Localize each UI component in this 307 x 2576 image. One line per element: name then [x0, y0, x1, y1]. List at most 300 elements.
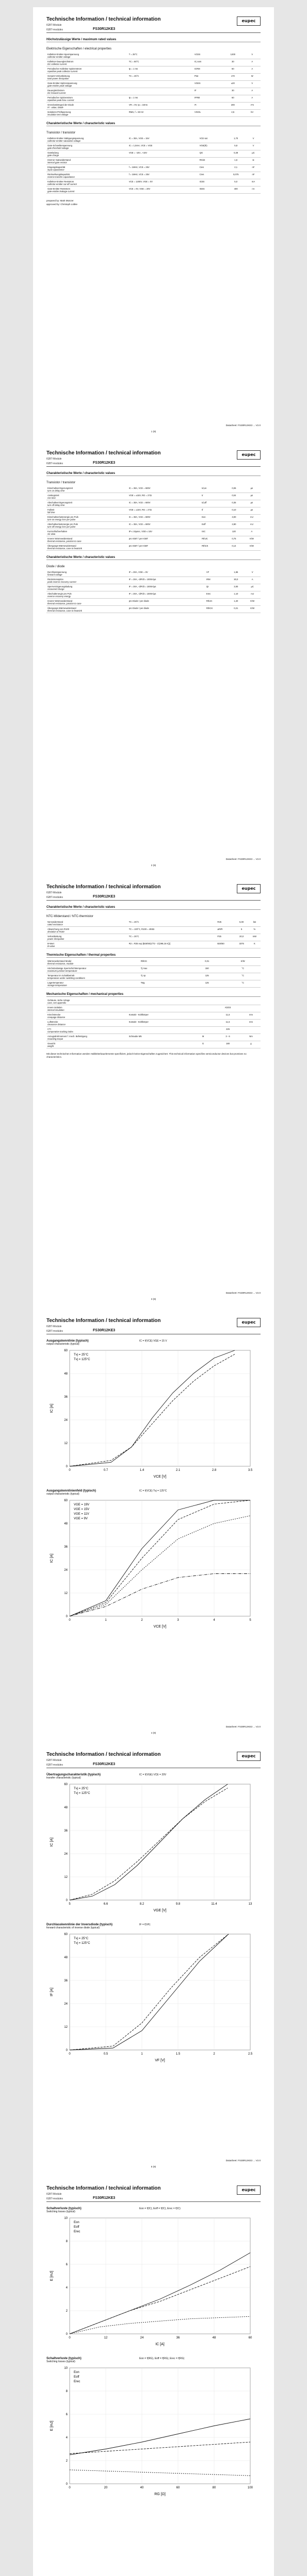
symbol-cell: Tstg [140, 980, 189, 988]
cond-cell: TC = 100°C, R100 = 493Ω [128, 927, 217, 934]
unit-cell: mJ [244, 591, 261, 599]
module-label: IGBT-Module [46, 1759, 62, 1762]
param-name: Anstiegszeit rise time [46, 493, 128, 500]
series-line [70, 2316, 250, 2334]
unit-cell: kV [244, 110, 261, 117]
x-tick-label: 0 [69, 1619, 71, 1622]
value-cell: 400 [225, 187, 246, 194]
x-tick-label: 1 [105, 1619, 107, 1622]
param-name: Nennwiderstand rated resistance [46, 920, 128, 927]
module-label: IGBT-Module [46, 457, 62, 461]
table-row [46, 136, 261, 143]
y-tick-label: 12 [64, 1592, 68, 1595]
cond-cell: TC = 80°C [128, 59, 193, 66]
unit-cell: A [243, 529, 261, 536]
chart-condition: IF = f(VF) [139, 1923, 151, 1926]
cond-cell: pro Diode / per diode [128, 599, 205, 606]
series-line [70, 1350, 235, 1466]
y-tick-label: 10 [64, 2217, 68, 2220]
series-line [70, 2470, 250, 2476]
symbol-cell: Eoff [201, 522, 225, 529]
page-footer [46, 1725, 261, 1734]
y-axis-label: IC [A] [50, 1403, 54, 1413]
table-row [46, 577, 261, 584]
param-name: Kollektor-Emitter Reststrom collector-emitter cut-off current [46, 179, 128, 187]
eupec-logo: eupec [237, 1318, 261, 1327]
param-name: Kollektor-Emitter-Sperrspannung collector-emitter voltage [46, 52, 128, 59]
value-cell: 60 [222, 66, 244, 74]
table-row [46, 1020, 261, 1027]
x-tick-label: 5 [249, 1619, 251, 1622]
value-cell: 3375 [235, 941, 249, 948]
table-row [46, 522, 261, 529]
symbol-cell: B25/50 [216, 941, 234, 948]
cond-cell: IC = 30A, VCE = 600V [128, 515, 201, 522]
cond-cell: IF = 30A, VGE = 0V [128, 570, 205, 577]
chart-title: Schaltverluste (typisch) [46, 2357, 82, 2360]
symbol-cell: RthCK [205, 606, 228, 613]
x-tick-label: 1.4 [139, 1469, 144, 1472]
symbol-cell [201, 1027, 214, 1034]
cond-cell: Kontakt - Kühlkörper [128, 1012, 201, 1020]
param-name: Übergangs-Wärmewiderstand thermal resistance, case to heatsink [46, 606, 128, 613]
chart-condition: IC = f(VCE) Tvj = 125°C [139, 1489, 167, 1493]
x-tick-label: 13 [248, 1903, 252, 1906]
unit-cell: °C [225, 973, 261, 980]
cond-cell [128, 973, 140, 980]
value-cell: 120 [225, 529, 243, 536]
chart-title: Durchlasskennlinie der Inversdiode (typisch) [46, 1923, 113, 1926]
param-name: Temperatur im Schaltbetrieb temperature under switching conditions [46, 973, 128, 980]
value-cell: 225 [214, 1027, 241, 1034]
y-tick-label: 60 [64, 1499, 68, 1502]
table-row [46, 179, 261, 187]
cond-cell: TC = 25°C [128, 920, 217, 927]
x-tick-label: 20 [104, 2486, 108, 2489]
value-cell: 5 [235, 927, 249, 934]
symbol-cell: Cres [199, 172, 226, 179]
page-header [46, 1318, 261, 1334]
symbol-cell: ICES [199, 179, 226, 187]
module-label-en: IGBT-modules [46, 462, 63, 465]
chart-title: Schaltverluste (typisch) [46, 2207, 82, 2210]
param-name: Gate-Emitter Reststrom gate-emitter leakage current [46, 187, 128, 194]
page-number: 1 (9) [151, 430, 156, 433]
char-table [46, 486, 261, 551]
page-6 [33, 2176, 274, 2576]
unit-cell: µs [243, 493, 261, 500]
x-tick-label: 0 [69, 1469, 71, 1472]
part-number: FS30R12KE3 [93, 461, 116, 465]
unit-cell: mJ [243, 515, 261, 522]
param-name: Dauergleichstrom DC forward current [46, 88, 128, 95]
x-axis-label: VCE [V] [153, 1475, 167, 1479]
chart-subtitle: output characteristic (typical) [46, 1493, 79, 1496]
unit-cell: mW [249, 934, 261, 941]
y-axis-label: IC [A] [50, 1837, 54, 1847]
table-row [46, 507, 261, 515]
value-cell: 2,5 [222, 110, 244, 117]
series-line [70, 1788, 228, 1901]
legend-entry: Eoff [74, 2376, 79, 2379]
legend-entry: Tvj = 25°C [74, 1787, 89, 1790]
doc-title: Technische Information / technical information [46, 450, 161, 456]
unit-cell: mA [246, 179, 261, 187]
symbol-cell: Qr [205, 584, 228, 591]
chart-condition: Eon = f(RG), Eoff = f(RG), Erec = f(RG) [139, 2357, 185, 2360]
param-name: Wärmewiderstand Modul thermal resistance, module [46, 959, 128, 966]
table-row [46, 493, 261, 500]
value-cell: 60 [222, 95, 244, 103]
cond-cell [128, 966, 140, 973]
cond-cell [128, 158, 199, 165]
series-line [70, 1516, 250, 1616]
series-line [70, 2267, 250, 2334]
doc-title: Technische Information / technical information [46, 1318, 161, 1324]
cond-cell: tp = 1 ms [128, 66, 193, 74]
section-title: Charakteristische Werte / characteristic values [46, 472, 261, 476]
value-cell: 3 - 6 [214, 1034, 241, 1041]
unit-cell: V [244, 81, 261, 88]
chart-title: Ausgangskennlinie (typisch) [46, 1340, 89, 1343]
doc-title: Technische Information / technical information [46, 1752, 161, 1757]
module-label-en: IGBT-modules [46, 2197, 63, 2200]
y-tick-label: 24 [64, 2003, 68, 2006]
plot-frame [70, 2368, 250, 2484]
cond-cell: IC = 30A, VCE = 600V [128, 522, 201, 529]
symbol-cell: VGES [193, 81, 222, 88]
y-tick-label: 24 [64, 1419, 68, 1422]
y-tick-label: 36 [64, 1546, 68, 1549]
part-number: FS30R12KE3 [93, 1329, 116, 1332]
ratings-table [46, 52, 261, 117]
cond-cell [128, 959, 140, 966]
param-name: Übergangs-Wärmewiderstand thermal resistance, case to heatsink [46, 544, 128, 551]
table-row [46, 59, 261, 66]
unit-cell: mm [241, 1012, 261, 1020]
chart-svg [46, 2210, 261, 2349]
unit-cell [241, 998, 261, 1005]
module-label-en: IGBT-modules [46, 28, 63, 31]
part-number: FS30R12KE3 [93, 27, 116, 31]
table-row [46, 959, 261, 966]
value-cell: 1,10 [228, 591, 244, 599]
value-cell: 0,14 [225, 544, 243, 551]
cond-cell: T = 25°C [128, 52, 193, 59]
y-tick-label: 36 [64, 1979, 68, 1982]
table-row [46, 570, 261, 577]
module-label: IGBT-Module [46, 24, 62, 27]
table-row [46, 584, 261, 591]
param-name: Gate-Emitter-Spitzenspannung gate-emitter peak voltage [46, 81, 128, 88]
chart-subtitle: transfer characteristic (typical) [46, 1776, 81, 1780]
param-name: Innerer Wärmewiderstand thermal resistance, junction to case [46, 599, 128, 606]
table-row [46, 980, 261, 988]
unit-cell: K/W [244, 599, 261, 606]
param-name: Einschaltverzögerungszeit turn on delay time [46, 486, 128, 493]
chart-svg [46, 2360, 261, 2499]
param-name: Abschaltverzögerungszeit turn off delay time [46, 500, 128, 507]
table-row [46, 1005, 261, 1012]
value-cell [214, 998, 241, 1005]
chart-svg [46, 1343, 261, 1482]
param-name: Verlustleistung power dissipation [46, 934, 128, 941]
cond-cell: IF = 30A, -diF/dt = 1000A/µs [128, 584, 205, 591]
unit-cell [241, 1005, 261, 1012]
x-tick-label: 0 [69, 2486, 71, 2489]
y-tick-label: 36 [64, 1396, 68, 1399]
x-tick-label: 9.8 [175, 1903, 181, 1906]
cond-cell: TC = 25°C [128, 934, 217, 941]
legend-entry: VGE = 9V [74, 1517, 88, 1520]
x-axis-label: RG [Ω] [154, 2493, 166, 2496]
y-tick-label: 2 [66, 2460, 68, 2463]
y-tick-label: 60 [64, 1349, 68, 1352]
x-tick-label: 60 [176, 2486, 180, 2489]
page-footer [46, 1292, 261, 1300]
value-cell: 30,0 [228, 577, 244, 584]
cond-cell: pro Diode / per diode [128, 606, 205, 613]
y-tick-label: 36 [64, 1829, 68, 1833]
chart-subtitle: output characteristic (typical) [46, 1343, 79, 1346]
cond-cell: IC = 30A, VCE = 600V [128, 500, 201, 507]
page-4 [33, 1309, 274, 1742]
param-name: Anzugsdrehmoment f. mech. Befestigung mounting torque [46, 1034, 128, 1041]
table-row [46, 88, 261, 95]
y-tick-label: 48 [64, 1956, 68, 1959]
footer-ref: Datasheet: FS30R12KE3 ... V2.0 [225, 2159, 261, 2162]
cond-cell: tP ≤ 10µsec, VGE ≤ 15V [128, 529, 201, 536]
page-number: 4 (9) [151, 1732, 156, 1734]
module-label: IGBT-Module [46, 1325, 62, 1328]
y-tick-label: 8 [66, 2240, 68, 2243]
symbol-cell: Ptot [193, 74, 222, 81]
y-tick-label: 0 [66, 2483, 68, 2486]
table-row [46, 515, 261, 522]
series-line [70, 2253, 250, 2334]
section-subtitle: Transistor / transistor [46, 481, 76, 484]
symbol-cell: QG [199, 150, 226, 158]
table-row [46, 599, 261, 606]
cond-cell: IC = 30A, VGE = 15V [128, 136, 199, 143]
unit-cell: mJ [243, 522, 261, 529]
table-row [46, 172, 261, 179]
legend-entry: VGE = 19V [74, 1503, 90, 1506]
cond-cell: pro IGBT / per IGBT [128, 536, 201, 544]
cond-cell: pro IGBT / per IGBT [128, 544, 201, 551]
y-tick-label: 60 [64, 1783, 68, 1786]
chart-svg [46, 1493, 261, 1632]
cond-cell: RMS, f = 50 Hz [128, 110, 193, 117]
y-tick-label: 24 [64, 1853, 68, 1856]
cond-cell [128, 998, 201, 1005]
table-row [46, 606, 261, 613]
symbol-cell: ΔR/R [216, 927, 234, 934]
page-header [46, 884, 261, 901]
module-label: IGBT-Module [46, 891, 62, 894]
y-tick-label: 24 [64, 1569, 68, 1572]
param-name: Kollektor-Dauergleichstrom DC-collector current [46, 59, 128, 66]
table-row [46, 103, 261, 110]
page-3 [33, 875, 274, 1309]
legend-entry: Eon [74, 2221, 79, 2224]
value-cell: ±20 [222, 81, 244, 88]
symbol-cell: R25 [216, 920, 234, 927]
symbol-cell [201, 998, 214, 1005]
series-line [70, 1574, 250, 1617]
y-tick-label: 12 [64, 1876, 68, 1879]
value-cell: 180 [214, 1041, 241, 1048]
part-number: FS30R12KE3 [93, 2196, 116, 2200]
table-row [46, 158, 261, 165]
x-axis-label: VGE [V] [153, 1909, 167, 1912]
section-subtitle: Elektrische Eigenschaften / electrical properties [46, 47, 112, 50]
value-cell: 20,0 [235, 934, 249, 941]
symbol-cell: M [201, 1034, 214, 1041]
table-row [46, 973, 261, 980]
x-tick-label: 80 [212, 2486, 216, 2489]
section-title: Höchstzulässige Werte / maximum rated values [46, 38, 261, 42]
series-line [70, 1500, 250, 1616]
table-row [46, 920, 261, 927]
chart-condition: Eon = f(IC), Eoff = f(IC), Erec = f(IC) [139, 2207, 181, 2210]
legend-entry: Tvj = 125°C [74, 1942, 90, 1945]
unit-cell: A [244, 59, 261, 66]
page-header [46, 450, 261, 467]
value-cell: 2,80 [225, 522, 243, 529]
disclaimer: Mit dieser technischen Information werden Halbleiterbauelemente spezifiziert, jedoch keine Eigenschaften zugesichert. This technical information specifies semiconductor devices but promises no characteristics. [46, 1053, 247, 1058]
cond-cell: R2 = R25 exp [B25/50(1/T2 - 1/(298,15 K))] [128, 941, 217, 948]
value-cell: 125 [189, 980, 225, 988]
section-title: Charakteristische Werte / characteristic values [46, 556, 261, 560]
param-name: Fallzeit fall time [46, 507, 128, 515]
x-tick-label: 2.1 [175, 1469, 181, 1472]
unit-cell: µs [243, 507, 261, 515]
x-tick-label: 40 [140, 2486, 144, 2489]
cond-cell: tp = 1 ms [128, 95, 193, 103]
doc-title: Technische Information / technical information [46, 16, 161, 22]
x-tick-label: 48 [212, 2336, 216, 2340]
footer-ref: Datasheet: FS30R12KE3 ... V2.0 [225, 424, 261, 427]
x-tick-label: 2 [213, 2053, 215, 2056]
table-row [46, 1012, 261, 1020]
cond-cell: Kontakt - Kühlkörper [128, 1020, 201, 1027]
value-cell: 0,21 [228, 606, 244, 613]
plot-frame [70, 2218, 250, 2334]
x-tick-label: 1.5 [175, 2053, 181, 2056]
unit-cell: µs [243, 500, 261, 507]
unit-cell: °C [225, 966, 261, 973]
module-label-en: IGBT-modules [46, 1764, 63, 1767]
param-name: Gewicht weight [46, 1041, 128, 1048]
x-tick-label: 0.7 [103, 1469, 108, 1472]
param-name: Eingangskapazität input capacitance [46, 165, 128, 172]
mech-table [46, 998, 261, 1048]
x-tick-label: 36 [176, 2336, 180, 2340]
table-row [46, 941, 261, 948]
y-tick-label: 0 [66, 1615, 68, 1618]
param-name: Höchstzulässige Sperrschichttemperatur maximum junction temperature [46, 966, 128, 973]
cond-cell: Schraube M5 [128, 1034, 201, 1041]
diode-table [46, 570, 261, 613]
section-title: Mechanische Eigenschaften / mechanical properties [46, 993, 261, 997]
series-line [70, 1500, 250, 1616]
value-cell: 1,6 [225, 158, 246, 165]
x-axis-label: VF [V] [155, 2059, 165, 2062]
eupec-logo: eupec [237, 16, 261, 26]
symbol-cell: Tj max [140, 966, 189, 973]
symbol-cell: RthJC [205, 599, 228, 606]
cond-cell [128, 1027, 201, 1034]
param-name: Durchlassspannung forward voltage [46, 570, 128, 577]
param-name: Innere Isolation internal insulation [46, 1005, 128, 1012]
value-cell: 150 [189, 966, 225, 973]
unit-cell: A²s [244, 103, 261, 110]
value-cell: 0,01 [189, 959, 225, 966]
param-name: Einschaltverlustenergie pro Puls turn-on energy loss per pulse [46, 515, 128, 522]
y-tick-label: 8 [66, 2390, 68, 2393]
value-cell: 0,04 [225, 493, 243, 500]
symbol-cell: Eon [201, 515, 225, 522]
y-tick-label: 0 [66, 2333, 68, 2336]
unit-cell: A [244, 88, 261, 95]
chart-subtitle: Switching losses (typical) [46, 2360, 75, 2363]
section-title: Charakteristische Werte / characteristic values [46, 122, 261, 126]
page-2 [33, 441, 274, 875]
param-name: Abschaltenergie pro Puls reverse recovery energy [46, 591, 128, 599]
approved-by: approved by: Christoph Lübke [46, 203, 78, 206]
value-cell: 1200 [222, 52, 244, 59]
page-1 [33, 7, 274, 441]
thermal-table [46, 959, 261, 988]
symbol-cell [201, 1012, 214, 1020]
plot-frame [70, 1934, 250, 2050]
part-number: FS30R12KE3 [93, 895, 116, 899]
table-row [46, 529, 261, 536]
symbol-cell: Cies [199, 165, 226, 172]
x-axis-label: VCE [V] [153, 1625, 167, 1629]
table-row [46, 165, 261, 172]
table-row [46, 187, 261, 194]
param-name: Lagertemperatur storage temperature [46, 980, 128, 988]
unit-cell: A [244, 95, 261, 103]
legend-entry: Tvj = 125°C [74, 1792, 90, 1795]
value-cell: 30 [222, 59, 244, 66]
param-name: Sperrverzögerungsladung recovered charge [46, 584, 128, 591]
cond-cell: VGE = -15V...+15V [128, 150, 199, 158]
y-tick-label: 6 [66, 2263, 68, 2266]
table-row [46, 110, 261, 117]
x-tick-label: 3 [177, 1619, 179, 1622]
page-header [46, 2185, 261, 2202]
symbol-cell: VF [205, 570, 228, 577]
table-row [46, 1041, 261, 1048]
table-row [46, 74, 261, 81]
param-name: Luftstrecke clearance distance [46, 1020, 128, 1027]
cond-cell: VGE = ±15V, RG = 27Ω [128, 507, 201, 515]
section-subtitle: Diode / diode [46, 565, 65, 568]
y-axis-label: IF [A] [50, 1988, 54, 1996]
x-tick-label: 5 [69, 1903, 71, 1906]
symbol-cell: IFRM [193, 95, 222, 103]
chart-svg [46, 1776, 261, 1916]
param-name: Gesamt-Verlustleistung total power dissipation [46, 74, 128, 81]
x-tick-label: 2.5 [248, 2053, 253, 2056]
page-footer [46, 2159, 261, 2168]
eupec-logo: eupec [237, 884, 261, 893]
y-axis-label: E [mJ] [50, 2420, 54, 2431]
series-line [70, 2442, 250, 2454]
